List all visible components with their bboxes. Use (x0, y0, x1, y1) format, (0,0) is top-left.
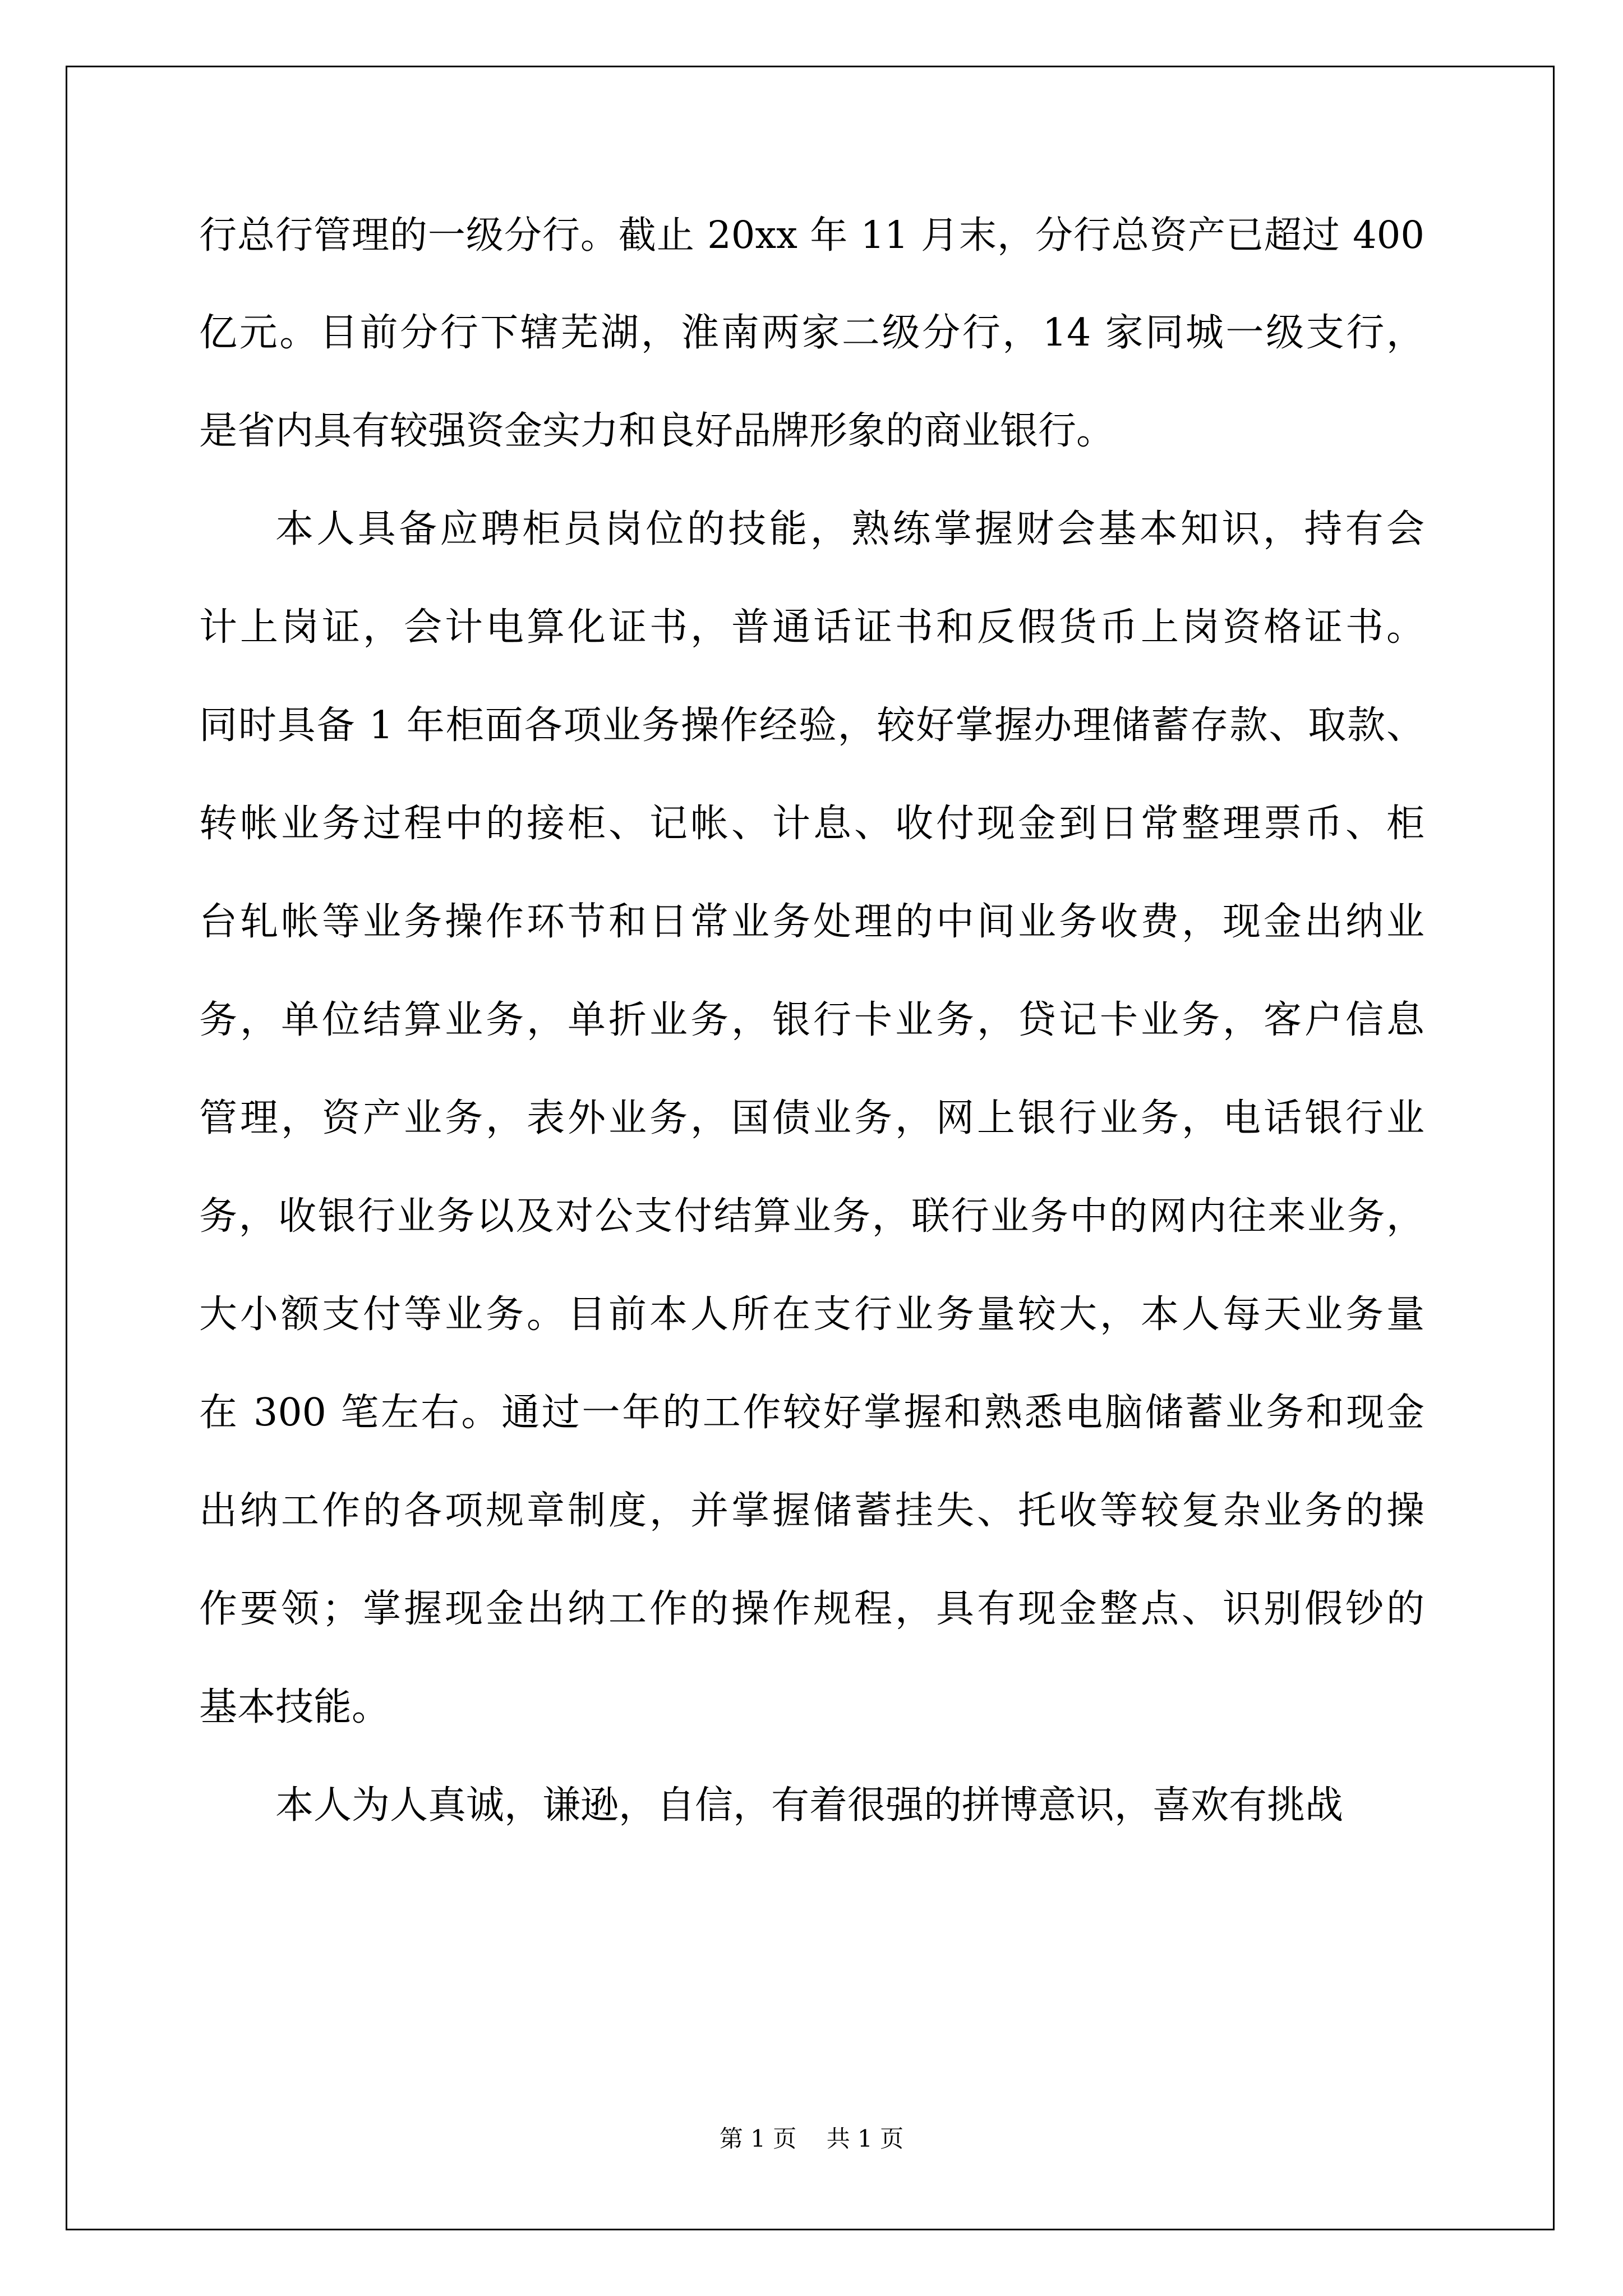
text-line: 作要领；掌握现金出纳工作的操作规程，具有现金整点、识别假钞的 (199, 1587, 1424, 1631)
text-line: 基本技能。 (199, 1685, 390, 1729)
text-line: 计上岗证，会计电算化证书，普通话证书和反假货币上岗资格证书。 (199, 605, 1424, 650)
text-line: 行总行管理的一级分行。截止 20xx 年 11 月末，分行总资产已超过 400 (199, 213, 1424, 257)
text-line: 本人为人真诚，谦逊，自信，有着很强的拼博意识，喜欢有挑战 (275, 1783, 1344, 1828)
page-number-footer: 第 1 页 共 1 页 (719, 2125, 904, 2152)
text-line: 大小额支付等业务。目前本人所在支行业务量较大，本人每天业务量 (199, 1292, 1424, 1337)
paragraph (199, 504, 1424, 1780)
text-line: 务，收银行业务以及对公支付结算业务，联行业务中的网内往来业务， (199, 1194, 1424, 1239)
document-body (199, 210, 1424, 1879)
text-line: 是省内具有较强资金实力和良好品牌形象的商业银行。 (199, 409, 1115, 453)
paragraph (199, 210, 1424, 504)
text-line: 台轧帐等业务操作环节和日常业务处理的中间业务收费，现金出纳业 (199, 900, 1424, 944)
text-line: 管理，资产业务，表外业务，国债业务，网上银行业务，电话银行业 (199, 1096, 1424, 1140)
text-line: 转帐业务过程中的接柜、记帐、计息、收付现金到日常整理票币、柜 (199, 802, 1424, 846)
paragraph (199, 1780, 1424, 1879)
text-line: 本人具备应聘柜员岗位的技能，熟练掌握财会基本知识，持有会 (275, 507, 1424, 551)
text-line: 同时具备 1 年柜面各项业务操作经验，较好掌握办理储蓄存款、取款、 (199, 703, 1424, 748)
text-line: 在 300 笔左右。通过一年的工作较好掌握和熟悉电脑储蓄业务和现金 (199, 1391, 1424, 1435)
text-line: 出纳工作的各项规章制度，并掌握储蓄挂失、托收等较复杂业务的操 (199, 1489, 1424, 1533)
text-line: 亿元。目前分行下辖芜湖，淮南两家二级分行，14 家同城一级支行， (199, 311, 1424, 355)
text-line: 务，单位结算业务，单折业务，银行卡业务，贷记卡业务，客户信息 (199, 998, 1424, 1042)
